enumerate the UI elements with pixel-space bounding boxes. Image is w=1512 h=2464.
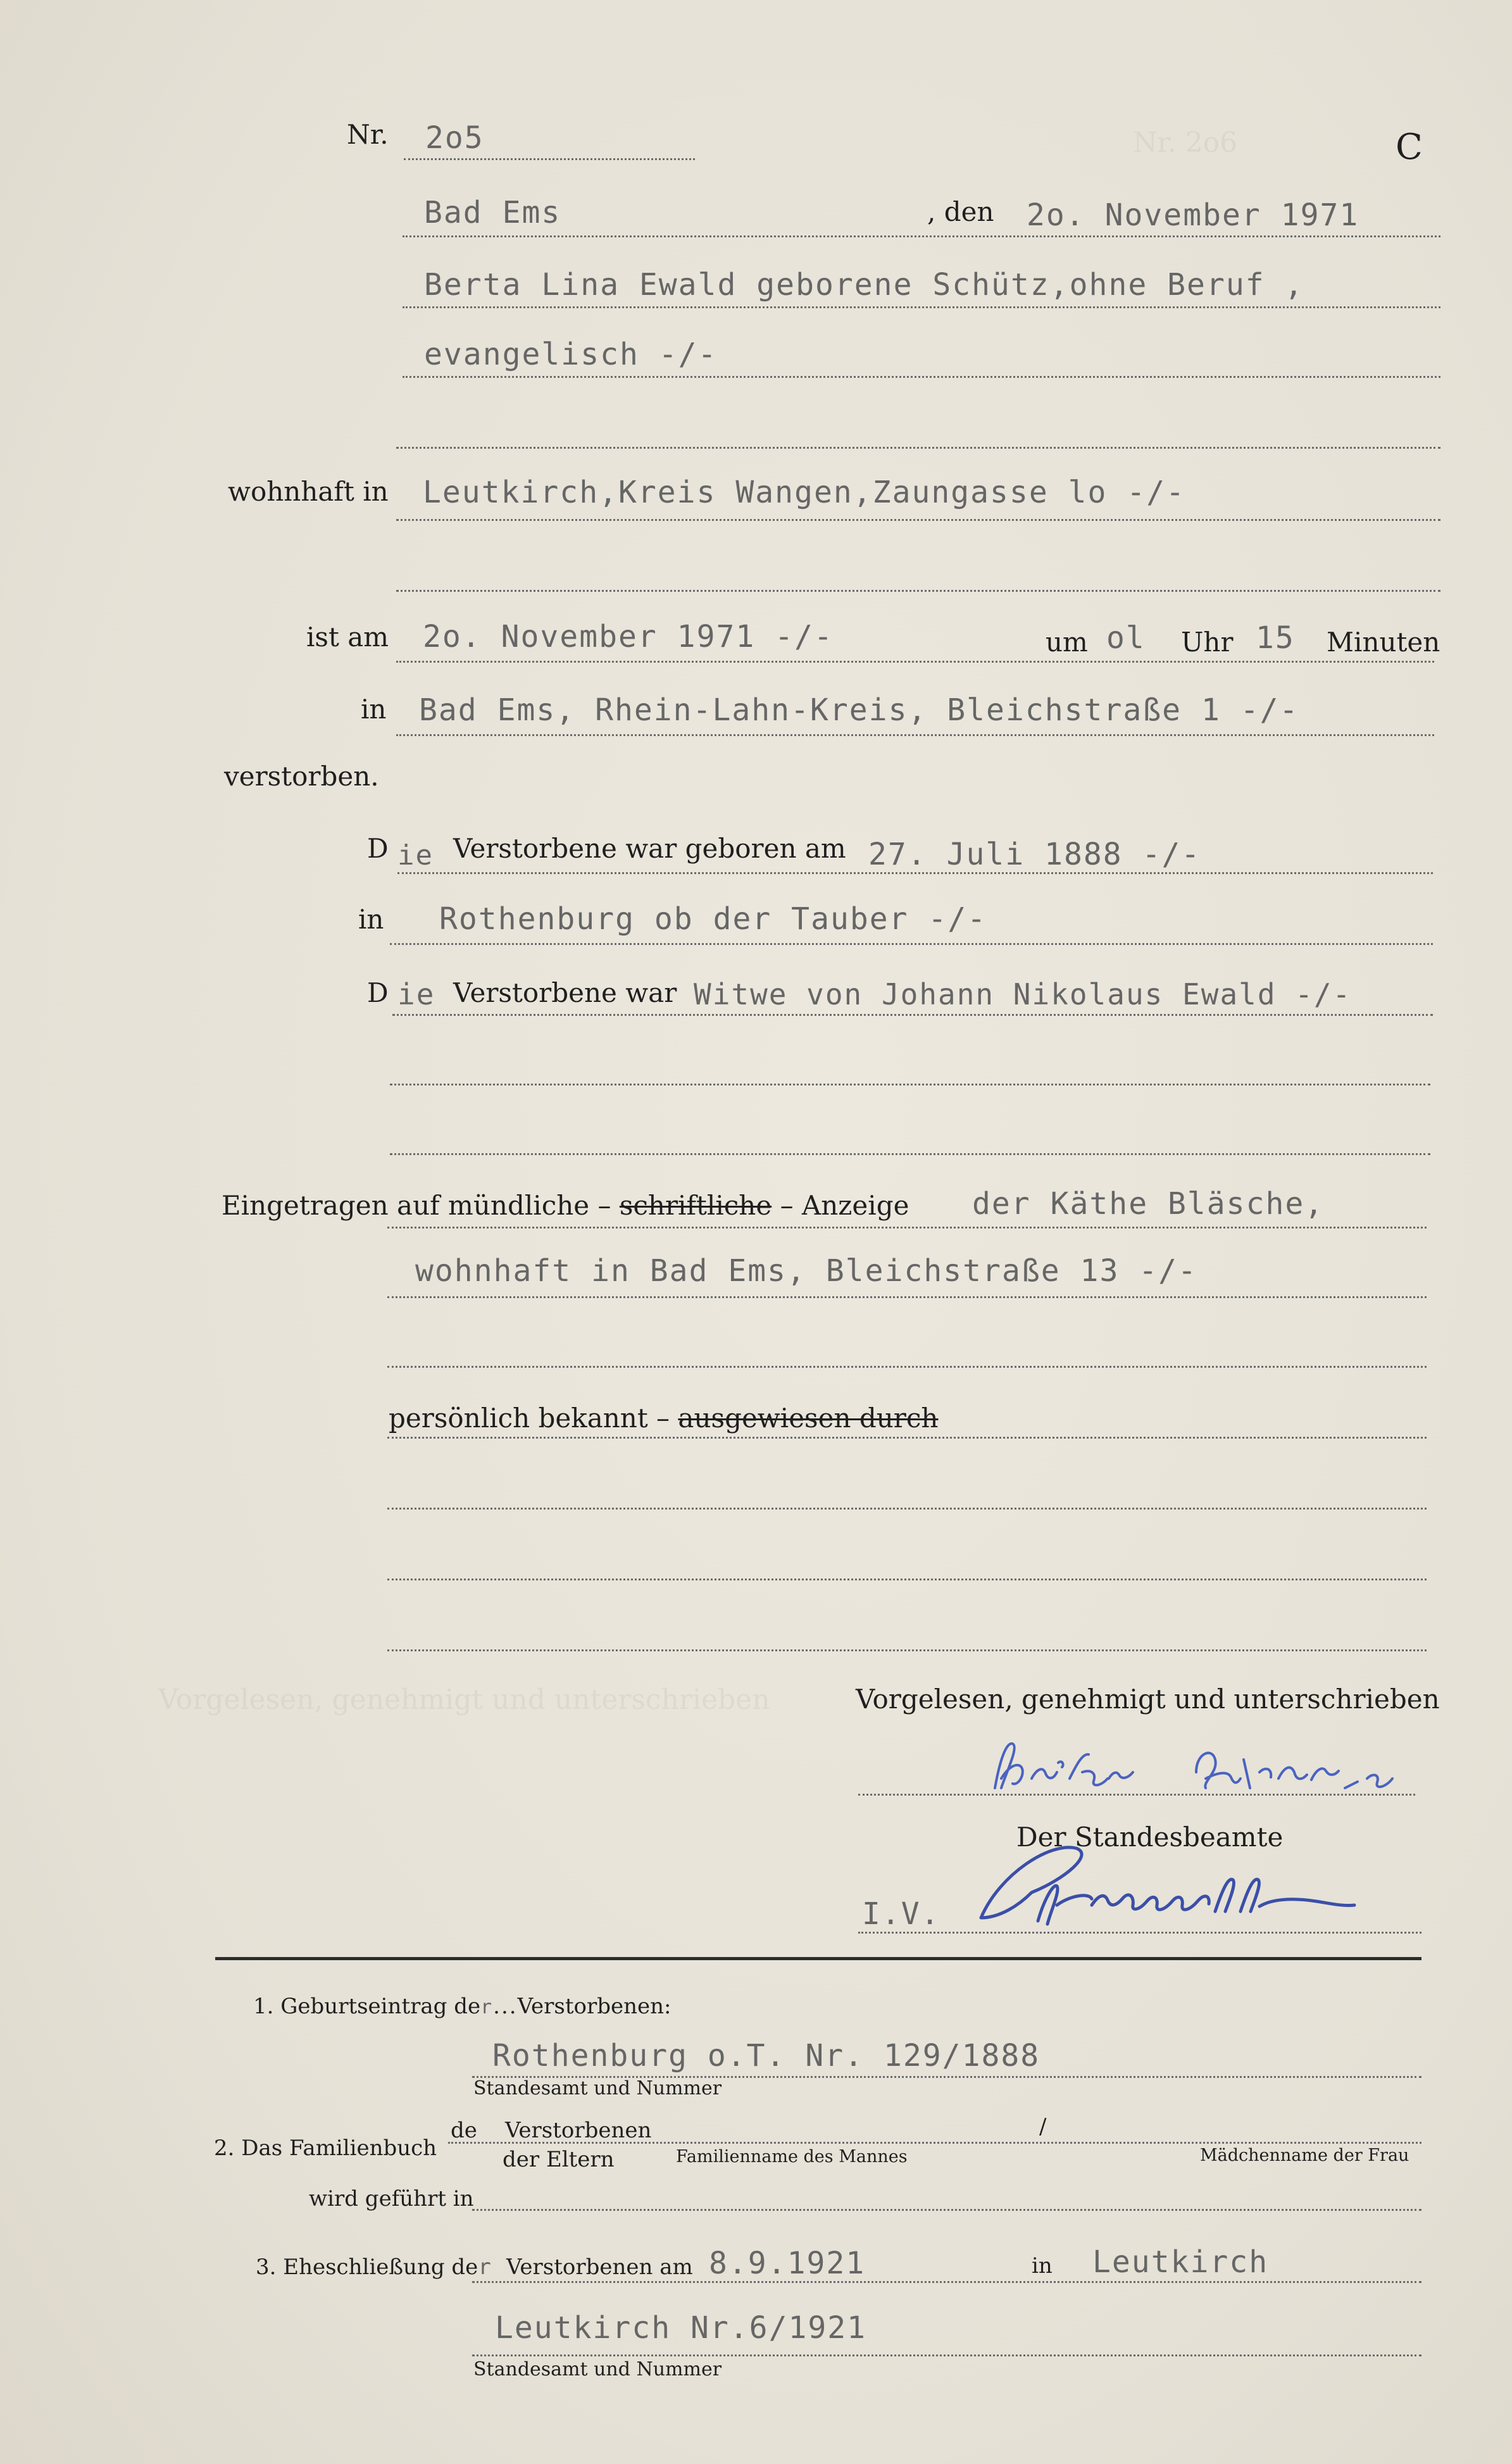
birth-d-suffix: ie [397,839,434,872]
note3-caption: Standesamt und Nummer [473,2358,722,2380]
death-place-line [396,734,1434,736]
note3-in: in [1032,2253,1053,2279]
blank-line [387,1366,1427,1368]
informant-rule-2 [387,1296,1427,1298]
note1-label: 1. Geburtseintrag der...Verstorbenen: [253,1994,672,2019]
birth-place: Rothenburg ob der Tauber -/- [439,901,987,937]
note3-value: Leutkirch Nr.6/1921 [495,2310,867,2346]
note2-eltern: der Eltern [503,2147,615,2172]
uhr-label: Uhr [1181,627,1234,658]
blank-line [387,1579,1427,1580]
note3-text: Verstorbenen am [506,2254,693,2280]
standesbeamte-label: Der Standesbeamte [1016,1822,1284,1853]
verstorben-label: verstorben. [224,761,379,792]
note1-caption: Standesamt und Nummer [473,2077,722,2099]
wohnhaft-label: wohnhaft in [228,476,389,507]
marital-d-label: D [367,977,389,1008]
residence-line [396,519,1440,521]
birth-place-line [390,943,1433,945]
note2-de: de [451,2118,477,2143]
place-value: Bad Ems [424,195,561,230]
death-minutes: 15 [1256,620,1295,656]
dash: – [597,1190,611,1221]
blank-line [396,590,1440,592]
death-date: 2o. November 1971 -/- [423,619,834,654]
form-letter: C [1396,127,1423,168]
section-divider [215,1957,1421,1960]
birth-in-label: in [358,904,384,935]
dash: – [780,1190,794,1221]
bleed-through-text: Vorgelesen, genehmigt und unterschrieben [158,1684,770,1716]
birth-date-line [397,872,1433,874]
note3-value-line [472,2355,1421,2356]
birth-d-label: D [367,833,389,864]
person-line-rule-1 [403,306,1440,308]
anzeige-word: Anzeige [801,1190,909,1221]
note3-label [256,2254,492,2280]
marital-value: Witwe von Johann Nikolaus Ewald -/- [694,977,1352,1011]
person-line-2: evangelisch -/- [424,337,718,372]
death-in-label: in [361,694,387,725]
death-hour: ol [1106,620,1146,656]
blank-line [387,1649,1427,1651]
note3-suffix: r [478,2254,492,2280]
iv-label: I.V. [862,1896,940,1932]
nr-value: 2o5 [425,120,484,156]
person-line-rule-2 [403,376,1440,378]
note1-suffix: r [480,1996,494,2018]
note1-value: Rothenburg o.T. Nr. 129/1888 [492,2038,1040,2073]
ist-am-label: ist am [306,622,389,653]
blank-line [390,1084,1430,1085]
note3-label-text: 3. Eheschließung de [256,2254,478,2280]
den-label: , den [927,196,994,227]
bleed-through-text: Nr. 2o6 [1133,127,1238,159]
place-date-line [403,235,1440,237]
note2-gefuehrt-line [472,2209,1421,2211]
note2-label: 2. Das Familienbuch [214,2136,437,2161]
schriftliche-struck: schriftliche [619,1190,772,1221]
marital-text: Verstorbene war [453,977,677,1008]
bekannt-word: persönlich bekannt – [389,1403,670,1434]
note2-slash: / [1039,2114,1047,2139]
vorgelesen-label: Vorgelesen, genehmigt und unterschrieben [856,1684,1440,1715]
informant-line-1: der Käthe Bläsche, [972,1186,1325,1222]
marital-line [392,1014,1433,1016]
nr-label: Nr. [347,119,389,150]
note2-verstorbenen: Verstorbenen [505,2118,652,2143]
eingetragen-label [222,1190,909,1221]
date-value: 2o. November 1971 [1027,197,1359,233]
note1-text: Verstorbenen: [517,1994,672,2019]
note2-gefuehrt: wird geführt in [309,2186,474,2211]
note2-maedchenname: Mädchenname der Frau [1200,2146,1409,2165]
bekannt-line [387,1437,1427,1439]
auf-muendliche-word: auf mündliche [397,1190,590,1221]
blank-line [387,1508,1427,1510]
blank-line [390,1153,1430,1155]
birth-date: 27. Juli 1888 -/- [868,837,1201,872]
note3-place: Leutkirch [1092,2244,1269,2280]
official-signature-line [858,1932,1421,1934]
informant-signature-line [858,1794,1415,1796]
ausgewiesen-struck: ausgewiesen durch [678,1403,939,1434]
death-date-line [396,661,1434,663]
um-label: um [1046,627,1088,658]
note1-label-text: 1. Geburtseintrag de [253,1994,481,2019]
blank-line [396,447,1440,449]
note3-date: 8.9.1921 [709,2246,866,2281]
note2-familienname: Familienname des Mannes [676,2147,908,2167]
death-place: Bad Ems, Rhein-Lahn-Kreis, Bleichstraße 1 -/- [419,692,1299,728]
nr-line [404,158,695,160]
bekannt-label [389,1403,938,1434]
marital-d-suffix: ie [397,977,435,1011]
informant-line-2: wohnhaft in Bad Ems, Bleichstraße 13 -/- [415,1253,1197,1289]
official-signature [962,1823,1367,1937]
eingetragen-word: Eingetragen [222,1190,389,1221]
minuten-label: Minuten [1327,627,1440,658]
note3-line [472,2281,1421,2283]
birth-text: Verstorbene war geboren am [453,833,846,864]
note2-line [448,2142,1421,2144]
informant-rule-1 [387,1227,1427,1229]
person-line-1: Berta Lina Ewald geborene Schütz,ohne Beruf , [424,267,1304,303]
residence-value: Leutkirch,Kreis Wangen,Zaungasse lo -/- [423,475,1186,510]
